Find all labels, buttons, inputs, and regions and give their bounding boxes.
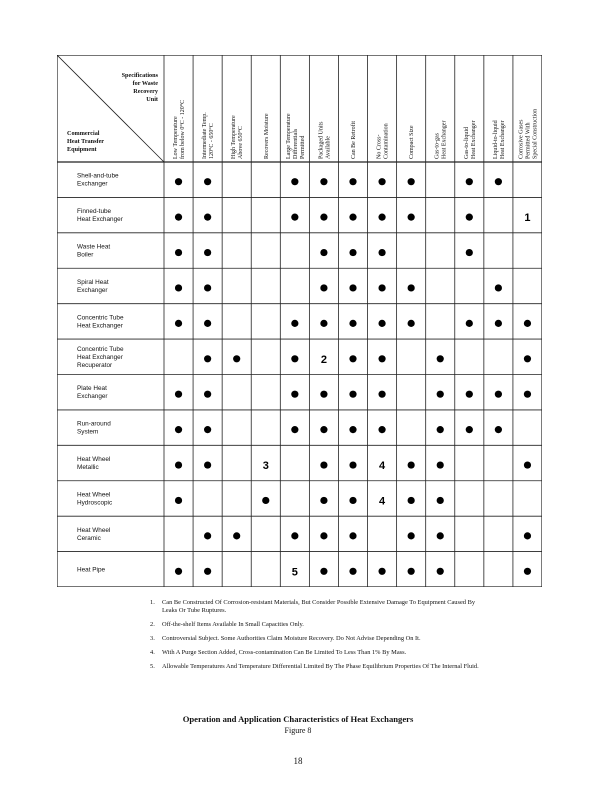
dot-mark [349, 568, 356, 575]
row-label: Waste Heat [77, 243, 111, 251]
dot-mark [437, 497, 444, 504]
dot-mark [466, 320, 473, 327]
dot-mark [349, 461, 356, 468]
dot-mark [466, 391, 473, 398]
row-label: Run-around [77, 420, 111, 428]
footnote [150, 649, 480, 657]
dot-mark [349, 284, 356, 291]
footnote-text: Off-the-shelf Items Available In Small Capacities Only. [162, 621, 304, 628]
column-header: 120°C - 650°C [209, 123, 216, 159]
dot-mark [524, 461, 531, 468]
footnote [150, 635, 480, 643]
footnote [150, 663, 480, 671]
dot-mark [233, 532, 240, 539]
dot-mark [378, 355, 385, 362]
dot-mark [437, 426, 444, 433]
column-header: Liquid-to-liquid [492, 120, 499, 159]
dot-mark [175, 568, 182, 575]
figure-caption [0, 714, 596, 735]
dot-mark [320, 249, 327, 256]
column-header: Gas-to-liquid [463, 127, 470, 159]
row-label: Heat Exchanger [77, 216, 123, 224]
dot-mark [408, 532, 415, 539]
footnote-number: 1. [150, 599, 155, 606]
column-header: Heat Exchanger [499, 120, 506, 159]
dot-mark [437, 568, 444, 575]
dot-mark [378, 426, 385, 433]
row-label: Heat Exchanger [77, 322, 123, 330]
dot-mark [349, 497, 356, 504]
row-label: Exchanger [77, 180, 108, 188]
dot-mark [204, 249, 211, 256]
row-label: Shell-and-tube [77, 172, 119, 180]
column-header: Permitted [299, 135, 306, 159]
row-label: Exchanger [77, 393, 108, 401]
dot-mark [408, 178, 415, 185]
dot-mark [233, 355, 240, 362]
footnote-text: With A Purge Section Added, Cross-contamination Can Be Limited To Less Than 1% By Mass. [162, 649, 407, 656]
dot-mark [320, 320, 327, 327]
footnote-text: Can Be Constructed Of Corrosion-resistant Materials, But Consider Possible Extensive Damage To Equipment Caused By Leaks Or Tube Ruptures. [162, 599, 476, 614]
dot-mark [466, 214, 473, 221]
footnote-ref: 5 [291, 566, 298, 579]
dot-mark [349, 391, 356, 398]
dot-mark [204, 284, 211, 291]
column-header: from below 0°C - 120°C [180, 99, 187, 159]
row-label: System [77, 428, 99, 436]
row-label: Hydroscopic [77, 499, 113, 507]
dot-mark [320, 391, 327, 398]
dot-mark [204, 214, 211, 221]
row-label: Concentric Tube [77, 314, 124, 322]
corner-spec-label: Unit [146, 96, 158, 103]
dot-mark [204, 426, 211, 433]
dot-mark [378, 178, 385, 185]
dot-mark [349, 178, 356, 185]
corner-spec-label: Recovery [133, 88, 158, 95]
column-header: Compact Size [409, 125, 416, 159]
dot-mark [349, 320, 356, 327]
dot-mark [291, 355, 298, 362]
dot-mark [204, 568, 211, 575]
footnote-ref: 3 [262, 460, 269, 473]
dot-mark [320, 284, 327, 291]
dot-mark [320, 461, 327, 468]
row-label: Plate Heat [77, 385, 107, 393]
row-label: Heat Pipe [77, 566, 106, 574]
dot-mark [495, 391, 502, 398]
dot-mark [320, 497, 327, 504]
caption-subtitle: Figure 8 [284, 726, 312, 735]
dot-mark [524, 391, 531, 398]
dot-mark [349, 426, 356, 433]
dot-mark [204, 320, 211, 327]
row-label: Heat Wheel [77, 526, 111, 534]
dot-mark [495, 426, 502, 433]
row-label: Ceramic [77, 534, 101, 542]
dot-mark [204, 391, 211, 398]
footnote-text: Allowable Temperatures And Temperature Differential Limited By The Phase Equilibrium Properties Of The Internal Fluid. [162, 663, 479, 670]
footnote [150, 599, 480, 615]
dot-mark [291, 426, 298, 433]
dot-mark [408, 461, 415, 468]
dot-mark [524, 355, 531, 362]
column-header: Permitted With [525, 122, 532, 159]
column-header: Special Construction [532, 108, 539, 159]
row-label: Heat Exchanger [77, 353, 123, 361]
dot-mark [175, 426, 182, 433]
footnote-ref: 2 [320, 353, 327, 366]
row-label: Heat Wheel [77, 491, 111, 499]
dot-mark [349, 214, 356, 221]
dot-mark [320, 568, 327, 575]
dot-mark [437, 355, 444, 362]
row-label: Recuperator [77, 361, 113, 369]
column-header: Corrosive Gases [518, 119, 525, 159]
dot-mark [291, 532, 298, 539]
dot-mark [262, 497, 269, 504]
row-label: Spiral Heat [77, 278, 109, 286]
dot-mark [408, 568, 415, 575]
column-header: Differentials [292, 128, 299, 159]
corner-equipment-label: Heat Transfer [67, 138, 105, 145]
dot-mark [175, 391, 182, 398]
dot-mark [175, 497, 182, 504]
dot-mark [320, 214, 327, 221]
corner-equipment-label: Commercial [67, 130, 100, 137]
row-label: Concentric Tube [77, 345, 124, 353]
dot-mark [495, 178, 502, 185]
footnote-number: 4. [150, 649, 155, 656]
dot-mark [466, 249, 473, 256]
column-header: Can Be Retrofit [351, 121, 357, 159]
dot-mark [378, 391, 385, 398]
corner-spec-label: Specifications [121, 72, 158, 79]
dot-mark [408, 320, 415, 327]
column-header: Contamination [383, 123, 390, 159]
column-header: Low Temperature [173, 116, 180, 159]
dot-mark [291, 320, 298, 327]
dot-mark [437, 391, 444, 398]
column-header: Intermediate Temp. [202, 112, 209, 159]
row-label: Metallic [77, 464, 99, 472]
dot-mark [291, 178, 298, 185]
column-header: Heat Exchanger [441, 120, 448, 159]
dot-mark [204, 178, 211, 185]
dot-mark [204, 532, 211, 539]
footnote-number: 5. [150, 663, 155, 670]
dot-mark [378, 214, 385, 221]
footnote-number: 2. [150, 621, 155, 628]
dot-mark [378, 568, 385, 575]
page-number: 18 [293, 756, 303, 766]
footnote-number: 3. [150, 635, 155, 642]
footnotes [150, 599, 480, 677]
footnote [150, 621, 480, 629]
dot-mark [291, 214, 298, 221]
row-label: Boiler [77, 251, 94, 259]
column-header: Recovers Moisture [263, 113, 270, 159]
dot-mark [524, 532, 531, 539]
column-header: No Cross- [376, 134, 383, 159]
dot-mark [378, 320, 385, 327]
caption-title: Operation and Application Characteristics of Heat Exchangers [182, 714, 414, 724]
column-header: Gas-to-gas [434, 133, 441, 159]
corner-equipment-label: Equipment [67, 146, 97, 153]
dot-mark [437, 461, 444, 468]
dot-mark [175, 249, 182, 256]
dot-mark [291, 391, 298, 398]
row-label: Heat Wheel [77, 456, 111, 464]
dot-mark [408, 214, 415, 221]
dot-mark [175, 320, 182, 327]
column-header: Large Temperature [285, 113, 292, 159]
dot-mark [204, 461, 211, 468]
dot-mark [466, 178, 473, 185]
dot-mark [378, 249, 385, 256]
dot-mark [524, 568, 531, 575]
column-header: Heat Exchanger [470, 120, 477, 159]
corner-spec-label: for Waste [132, 80, 158, 87]
dot-mark [320, 178, 327, 185]
dot-mark [437, 532, 444, 539]
dot-mark [320, 426, 327, 433]
dot-mark [175, 461, 182, 468]
heat-exchanger-characteristics-table [57, 55, 542, 587]
dot-mark [524, 320, 531, 327]
row-label: Exchanger [77, 286, 108, 294]
dot-mark [349, 355, 356, 362]
dot-mark [378, 284, 385, 291]
dot-mark [175, 214, 182, 221]
dot-mark [466, 426, 473, 433]
dot-mark [349, 249, 356, 256]
dot-mark [175, 284, 182, 291]
row-label: Finned-tube [77, 208, 112, 216]
dot-mark [349, 532, 356, 539]
footnote-ref: 4 [379, 460, 386, 473]
dot-mark [495, 284, 502, 291]
dot-mark [408, 284, 415, 291]
dot-mark [320, 532, 327, 539]
footnote-ref: 4 [379, 495, 386, 508]
footnote-text: Controversial Subject. Some Authorities Claim Moisture Recovery. Do Not Advise Depending On It. [162, 635, 421, 642]
column-header: Packaged Units [318, 121, 325, 159]
dot-mark [204, 355, 211, 362]
footnote-ref: 1 [524, 212, 531, 225]
dot-mark [408, 497, 415, 504]
column-header: Above 650°C [238, 126, 245, 159]
column-header: High Temperature [231, 115, 238, 159]
column-header: Available [325, 136, 332, 159]
dot-mark [495, 320, 502, 327]
dot-mark [175, 178, 182, 185]
